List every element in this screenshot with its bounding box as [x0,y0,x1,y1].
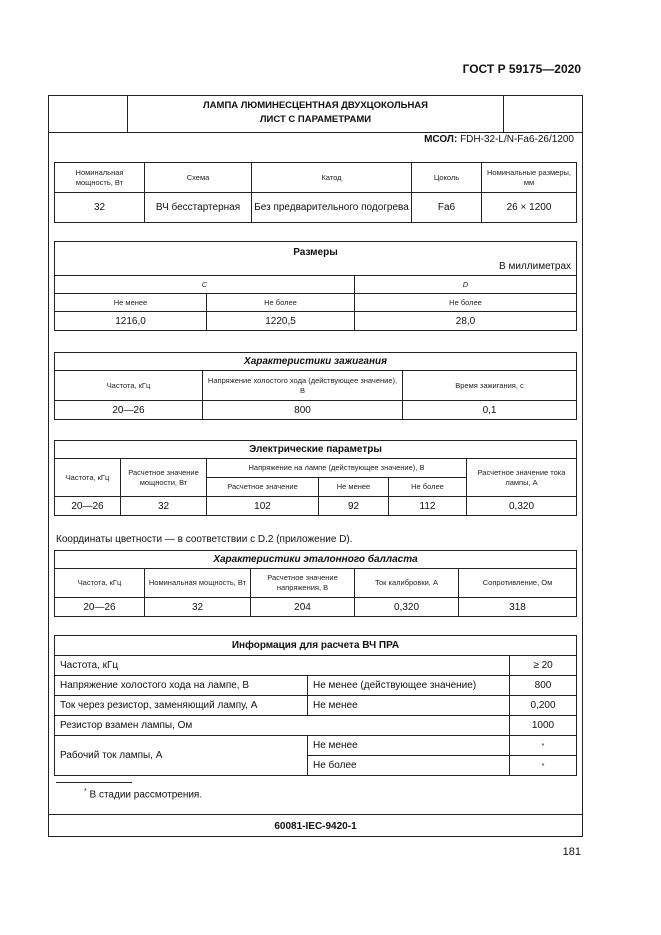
electrical-table [54,440,577,516]
header-frequency: Частота, кГц [55,569,145,598]
header-calibration-current: Ток калибровки, А [355,569,459,598]
header-ignition-time: Время зажигания, с [403,371,577,401]
footer-divider [49,814,582,815]
ignition-value: 0,1 [403,401,577,420]
ballast-value: 0,320 [355,598,459,617]
sub-header: Не более [389,478,467,497]
sub-header: Расчетное значение [207,478,319,497]
title-row [49,96,582,133]
column-d: D [355,276,577,294]
hf-value: * [510,736,577,756]
header-power: Расчетное значение мощности, Вт [121,459,207,497]
electrical-value: 112 [389,497,467,516]
electrical-value: 20—26 [55,497,121,516]
header-lamp-current: Расчетное значение тока лампы, А [467,459,577,497]
size-value: 1220,5 [207,312,355,331]
value-dimensions: 26 × 1200 [482,193,577,223]
hf-value: * [510,756,577,776]
general-table [54,162,577,223]
sub-header: Не менее [55,294,207,312]
ballast-value: 20—26 [55,598,145,617]
hf-label: Частота, кГц [55,656,510,676]
hf-title: Информация для расчета ВЧ ПРА [55,636,577,656]
size-value: 28,0 [355,312,577,331]
sub-header: Не более [355,294,577,312]
ignition-value: 20—26 [55,401,203,420]
hf-label: Напряжение холостого хода на лампе, В [55,676,308,696]
header-dimensions: Номинальные размеры, мм [482,163,577,193]
value-cap: Fa6 [412,193,482,223]
ignition-value: 800 [203,401,403,420]
sub-header: Не менее [319,478,389,497]
hf-value: 0,200 [510,696,577,716]
hf-condition: Не более [308,756,510,776]
electrical-value: 92 [319,497,389,516]
header-open-voltage: Напряжение холостого хода (действующее значение), В [203,371,403,401]
header-frequency: Частота, кГц [55,459,121,497]
footer-sheet-code: 60081-IEC-9420-1 [274,821,357,832]
parameter-sheet-frame [48,95,583,837]
sub-header: Не более [207,294,355,312]
header-scheme: Схема [145,163,252,193]
footnote-divider [56,782,132,783]
ballast-value: 318 [459,598,577,617]
header-power: Номинальная мощность, Вт [145,569,251,598]
header-power: Номинальная мощность, Вт [55,163,145,193]
electrical-value: 102 [207,497,319,516]
hf-condition: Не менее [308,696,510,716]
electrical-value: 0,320 [467,497,577,516]
electrical-value: 32 [121,497,207,516]
chromaticity-note: Координаты цветности — в соответствии с D.2 (приложение D). [56,534,353,545]
header-lamp-voltage: Напряжение на лампе (действующее значение), В [207,459,467,478]
electrical-title: Электрические параметры [55,441,577,459]
hf-value: 1000 [510,716,577,736]
hf-condition: Не менее [308,736,510,756]
header-frequency: Частота, кГц [55,371,203,401]
sheet-title: ЛАМПА ЛЮМИНЕСЦЕНТНАЯ ДВУХЦОКОЛЬНАЯ ЛИСТ С ПАРАМЕТРАМИ [203,100,428,125]
ballast-value: 204 [251,598,355,617]
ballast-table [54,550,577,617]
sizes-table [54,241,577,331]
value-power: 32 [55,193,145,223]
hf-ballast-table [54,635,577,776]
hf-value: 800 [510,676,577,696]
column-c: C [55,276,355,294]
document-standard-number: ГОСТ Р 59175—2020 [462,62,581,76]
mcol-code: МСОЛ: FDH-32-L/N-Fa6-26/1200 [424,134,574,145]
ballast-value: 32 [145,598,251,617]
value-scheme: ВЧ бесстартерная [145,193,252,223]
footnote: * В стадии рассмотрения. [84,788,203,801]
size-value: 1216,0 [55,312,207,331]
ignition-title: Характеристики зажигания [55,353,577,371]
hf-label: Ток через резистор, заменяющий лампу, А [55,696,308,716]
header-voltage: Расчетное значение напряжения, В [251,569,355,598]
header-cap: Цоколь [412,163,482,193]
header-cathode: Катод [252,163,412,193]
value-cathode: Без предварительного подогрева [252,193,412,223]
hf-condition: Не менее (действующее значение) [308,676,510,696]
sizes-unit: В миллиметрах [499,261,572,272]
header-resistance: Сопротивление, Ом [459,569,577,598]
hf-value: ≥ 20 [510,656,577,676]
sizes-title: Размеры [293,247,338,258]
hf-label: Рабочий ток лампы, А [55,736,308,776]
ignition-table [54,352,577,420]
page-number: 181 [562,846,581,858]
hf-label: Резистор взамен лампы, Ом [55,716,510,736]
ballast-title: Характеристики эталонного балласта [55,551,577,569]
